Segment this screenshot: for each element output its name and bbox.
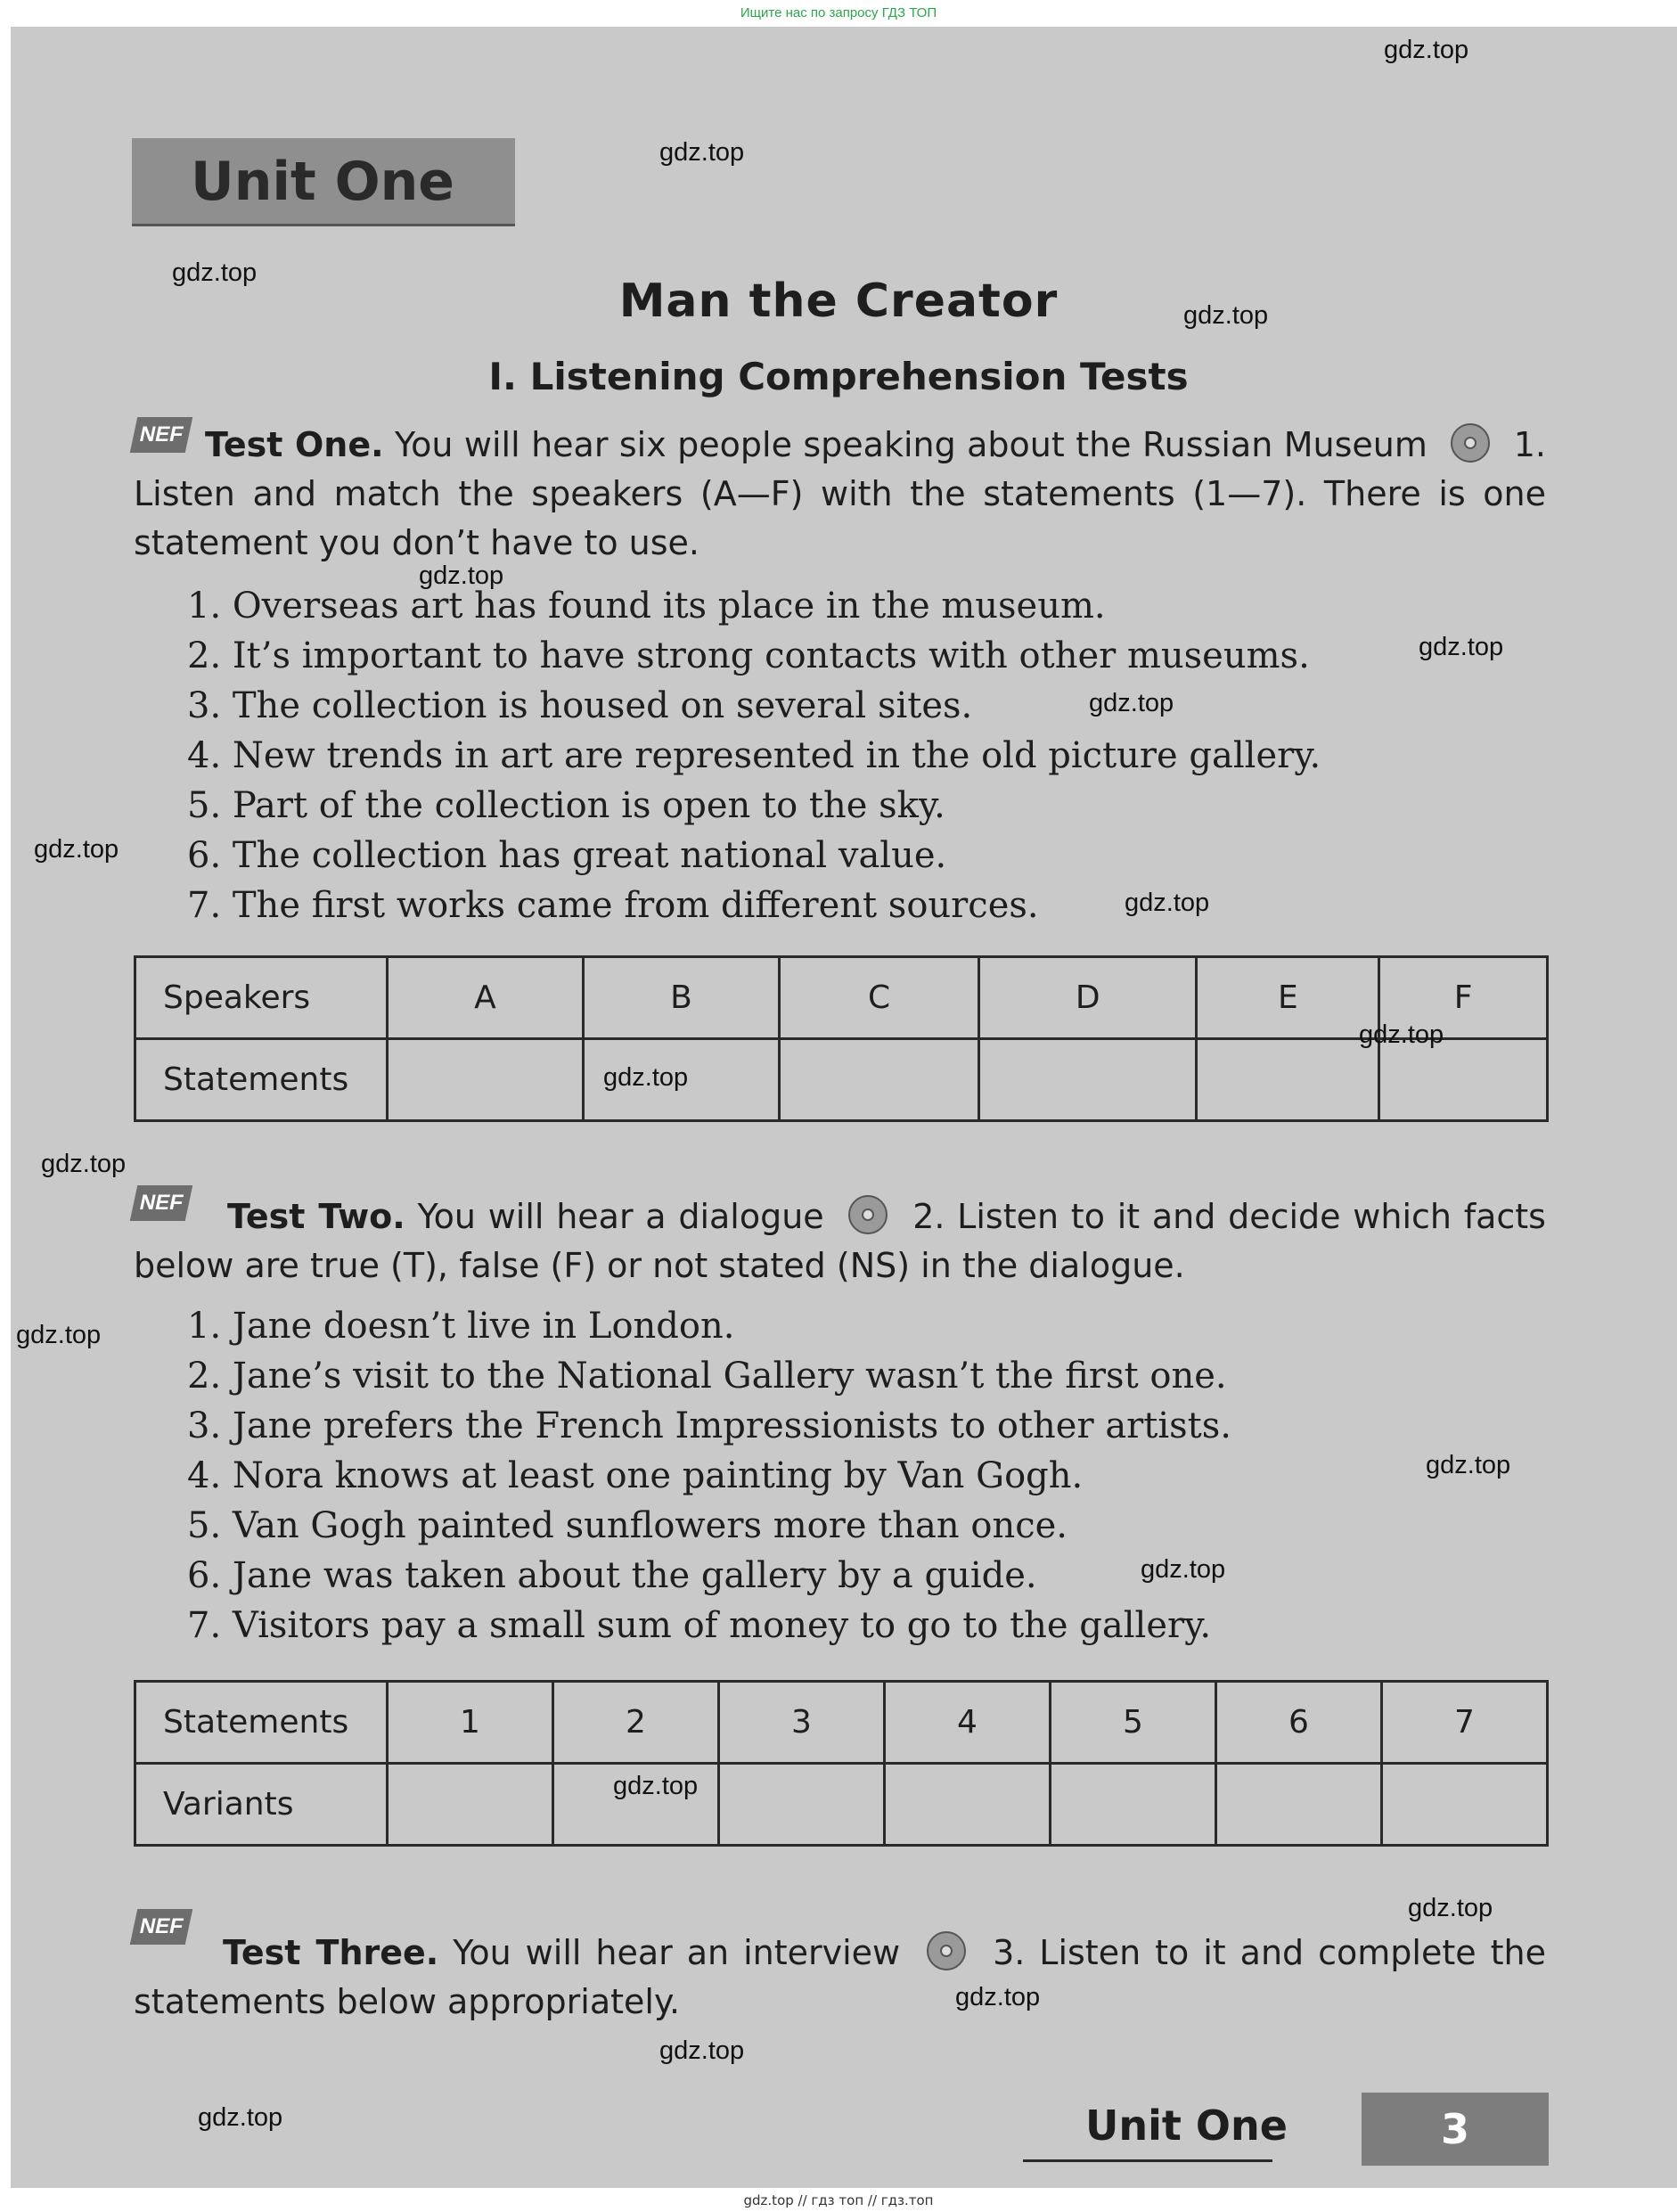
table-header-cell: C — [780, 957, 979, 1039]
test-three-instructions — [134, 1929, 1546, 2027]
watermark: gdz.top — [198, 2103, 283, 2132]
table-header-cell: B — [583, 957, 779, 1039]
answer-cell[interactable] — [1051, 1764, 1216, 1846]
test-one-heading: Test One. — [205, 425, 384, 464]
test-two-statements — [187, 1301, 1231, 1651]
footer-rule — [1023, 2159, 1272, 2162]
audio-disc-icon[interactable] — [920, 1930, 973, 1971]
watermark: gdz.top — [1125, 889, 1210, 917]
answer-cell[interactable] — [388, 1039, 584, 1121]
watermark: gdz.top — [1141, 1555, 1226, 1584]
watermark: gdz.top — [172, 258, 258, 287]
table-row — [135, 957, 1548, 1039]
table-header-cell: 2 — [553, 1682, 719, 1764]
watermark: gdz.top — [34, 835, 119, 864]
unit-header-box — [132, 138, 515, 226]
test-two-intro-a: You will hear a dialogue — [417, 1197, 824, 1236]
unit-label: Unit One — [191, 151, 454, 213]
table-header-cell: 3 — [719, 1682, 885, 1764]
test-two-intro-b: 2. Listen to it and decide which facts below are true (T), false (F) or not stated (NS) in the dialogue. — [134, 1197, 1546, 1285]
answer-cell[interactable] — [719, 1764, 885, 1846]
test-two-instructions — [134, 1192, 1546, 1290]
table-row — [135, 1764, 1548, 1846]
table-row — [135, 1039, 1548, 1121]
audio-disc-icon[interactable] — [1444, 422, 1497, 463]
watermark: gdz.top — [603, 1063, 689, 1092]
watermark: gdz.top — [613, 1772, 699, 1800]
table-row-label: Speakers — [135, 957, 388, 1039]
answer-cell[interactable] — [1382, 1764, 1548, 1846]
test-two-heading: Test Two. — [227, 1197, 405, 1236]
bottom-bar[interactable]: gdz.top // гдз топ // гдз.топ — [743, 2192, 934, 2208]
list-item: 5. Van Gogh painted sunflowers more than once. — [187, 1505, 1068, 1546]
audio-disc-icon[interactable] — [841, 1194, 895, 1235]
table-row-label: Statements — [135, 1039, 388, 1121]
watermark: gdz.top — [1089, 689, 1174, 717]
list-item: 5. Part of the collection is open to the sky. — [187, 785, 945, 826]
test-one-instructions — [134, 421, 1546, 568]
test-three-heading: Test Three. — [223, 1933, 439, 1972]
watermark: gdz.top — [41, 1150, 127, 1178]
list-item: 7. The first works came from different sources. — [187, 885, 1039, 926]
watermark: gdz.top — [1408, 1894, 1493, 1922]
list-item: 4. Nora knows at least one painting by Van Gogh. — [187, 1455, 1084, 1496]
page-number: 3 — [1362, 2093, 1549, 2166]
table-row-label: Statements — [135, 1682, 388, 1764]
table-row-label: Variants — [135, 1764, 388, 1846]
answer-cell[interactable] — [388, 1764, 553, 1846]
table-row — [135, 1682, 1548, 1764]
list-item: 1. Jane doesn’t live in London. — [187, 1306, 735, 1347]
watermark: gdz.top — [659, 2036, 745, 2065]
answer-cell[interactable] — [780, 1039, 979, 1121]
watermark: gdz.top — [1359, 1020, 1444, 1049]
test-two-answer-table — [134, 1680, 1549, 1847]
footer-unit-label: Unit One — [1085, 2101, 1288, 2150]
top-banner[interactable]: Ищите нас по запросу ГДЗ ТОП — [740, 5, 937, 20]
table-header-cell: E — [1197, 957, 1379, 1039]
table-header-cell: 1 — [388, 1682, 553, 1764]
list-item: 6. Jane was taken about the gallery by a guide. — [187, 1555, 1037, 1596]
test-one-intro-b: 1. Listen and match the speakers (A—F) with the statements (1—7). There is one statement you don’t have to use. — [134, 425, 1546, 562]
watermark: gdz.top — [16, 1321, 102, 1349]
answer-cell[interactable] — [1379, 1039, 1548, 1121]
table-header-cell: 7 — [1382, 1682, 1548, 1764]
watermark: gdz.top — [1419, 633, 1504, 661]
table-header-cell: 5 — [1051, 1682, 1216, 1764]
test-three-intro-b: 3. Listen to it and complete the statements below appropriately. — [134, 1933, 1546, 2021]
nef-badge: NEF — [130, 1909, 193, 1945]
watermark: gdz.top — [1183, 301, 1269, 330]
list-item: 7. Visitors pay a small sum of money to go to the gallery. — [187, 1605, 1212, 1646]
list-item: 2. Jane’s visit to the National Gallery wasn’t the first one. — [187, 1356, 1227, 1397]
list-item: 4. New trends in art are represented in the old picture gallery. — [187, 735, 1321, 776]
table-header-cell: 6 — [1216, 1682, 1382, 1764]
table-header-cell: 4 — [885, 1682, 1051, 1764]
answer-cell[interactable] — [979, 1039, 1197, 1121]
table-header-cell: F — [1379, 957, 1548, 1039]
test-one-intro-a: You will hear six people speaking about the Russian Museum — [395, 425, 1427, 464]
watermark: gdz.top — [1426, 1451, 1511, 1479]
test-one-answer-table — [134, 955, 1549, 1122]
watermark: gdz.top — [419, 561, 504, 590]
answer-cell[interactable] — [885, 1764, 1051, 1846]
list-item: 2. It’s important to have strong contacts with other museums. — [187, 635, 1310, 676]
list-item: 1. Overseas art has found its place in the museum. — [187, 586, 1106, 627]
page-title: Man the Creator — [618, 274, 1059, 328]
nef-badge: NEF — [130, 417, 193, 453]
section-title: I. Listening Comprehension Tests — [488, 355, 1189, 398]
test-one-statements — [187, 581, 1321, 930]
watermark: gdz.top — [1384, 36, 1469, 64]
watermark: gdz.top — [955, 1983, 1041, 2011]
nef-badge: NEF — [130, 1185, 193, 1221]
list-item: 3. The collection is housed on several sites. — [187, 685, 973, 726]
watermark: gdz.top — [659, 138, 745, 167]
list-item: 6. The collection has great national value. — [187, 835, 947, 876]
answer-cell[interactable] — [1216, 1764, 1382, 1846]
test-three-intro-a: You will hear an interview — [453, 1933, 901, 1972]
list-item: 3. Jane prefers the French Impressionists to other artists. — [187, 1405, 1231, 1446]
table-header-cell: D — [979, 957, 1197, 1039]
answer-cell[interactable] — [1197, 1039, 1379, 1121]
table-header-cell: A — [388, 957, 584, 1039]
